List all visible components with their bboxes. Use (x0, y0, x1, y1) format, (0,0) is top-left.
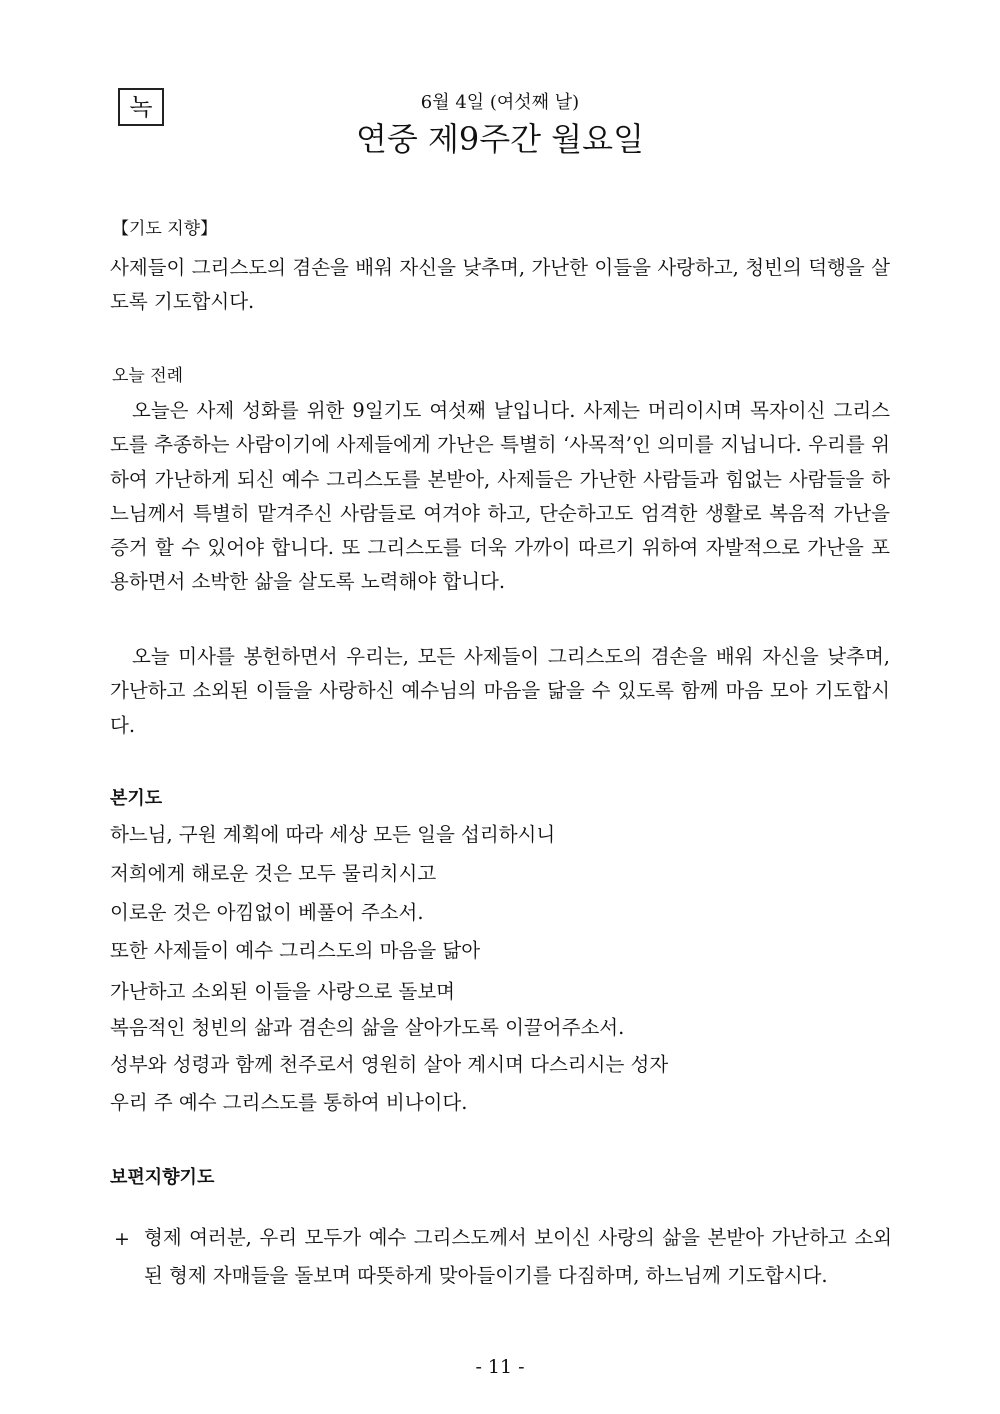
collect-line: 이로운 것은 아낌없이 베풀어 주소서. (110, 901, 424, 924)
date-line: 6월 4일 (여섯째 날) (420, 92, 580, 113)
collect-line: 가난하고 소외된 이들을 사랑으로 돌보며 (110, 980, 456, 1003)
universal-prayer-heading: 보편지향기도 (110, 1167, 215, 1188)
todays-liturgy-paragraph-1: 오늘은 사제 성화를 위한 9일기도 여섯째 날입니다. 사제는 머리이시며 목자이신 그리스도를 추종하는 사람이기에 사제들에게 가난은 특별히 ‘사목적’인 의미를 지닙니다. 우리를 위하여 가난하게 되신 예수 그리스도를 본받아, 사제들은 가난한 사람들과 힘없는 사람들을 하느님께서 특별히 맡겨주신 사람들로 여겨야 하고, 단순하고도 엄격한 생활로 복음적 가난을 증거 할 수 있어야 합니다. 또 그리스도를 더욱 가까이 따르기 위하여 자발적으로 가난을 포용하면서 소박한 삶을 살도록 노력해야 합니다. (110, 399, 890, 594)
collect-line: 우리 주 예수 그리스도를 통하여 비나이다. (110, 1091, 468, 1114)
collect-line: 또한 사제들이 예수 그리스도의 마음을 닮아 (110, 939, 481, 962)
liturgical-color-box: 녹 (118, 88, 164, 126)
collect-heading: 본기도 (110, 788, 163, 809)
collect-line: 저희에게 해로운 것은 모두 물리치시고 (110, 862, 437, 885)
collect-line: 성부와 성령과 함께 천주로서 영원히 살아 계시며 다스리시는 성자 (110, 1053, 669, 1076)
collect-line: 복음적인 청빈의 삶과 겸손의 삶을 살아가도록 이끌어주소서. (110, 1016, 625, 1039)
intercession-marker: + (114, 1228, 130, 1250)
todays-liturgy-label: 오늘 전례 (112, 366, 184, 386)
page-title: 연중 제9주간 월요일 (356, 120, 644, 158)
todays-liturgy-paragraph-2: 오늘 미사를 봉헌하면서 우리는, 모든 사제들이 그리스도의 겸손을 배워 자신을 낮추며, 가난하고 소외된 이들을 사랑하신 예수님의 마음을 닮을 수 있도록 함께 마음 모아 기도합시다. (110, 645, 890, 737)
prayer-intention-label: 【기도 지향】 (112, 219, 218, 239)
intercession-text: 형제 여러분, 우리 모두가 예수 그리스도께서 보이신 사랑의 삶을 본받아 가난하고 소외된 형제 자매들을 돌보며 따뜻하게 맞아들이기를 다짐하며, 하느님께 기도합시다. (144, 1226, 892, 1287)
prayer-intention-text: 사제들이 그리스도의 겸손을 배워 자신을 낮추며, 가난한 이들을 사랑하고, 청빈의 덕행을 살도록 기도합시다. (110, 256, 890, 314)
collect-line: 하느님, 구원 계획에 따라 세상 모든 일을 섭리하시니 (110, 823, 556, 846)
page-number: - 11 - (475, 1356, 525, 1378)
